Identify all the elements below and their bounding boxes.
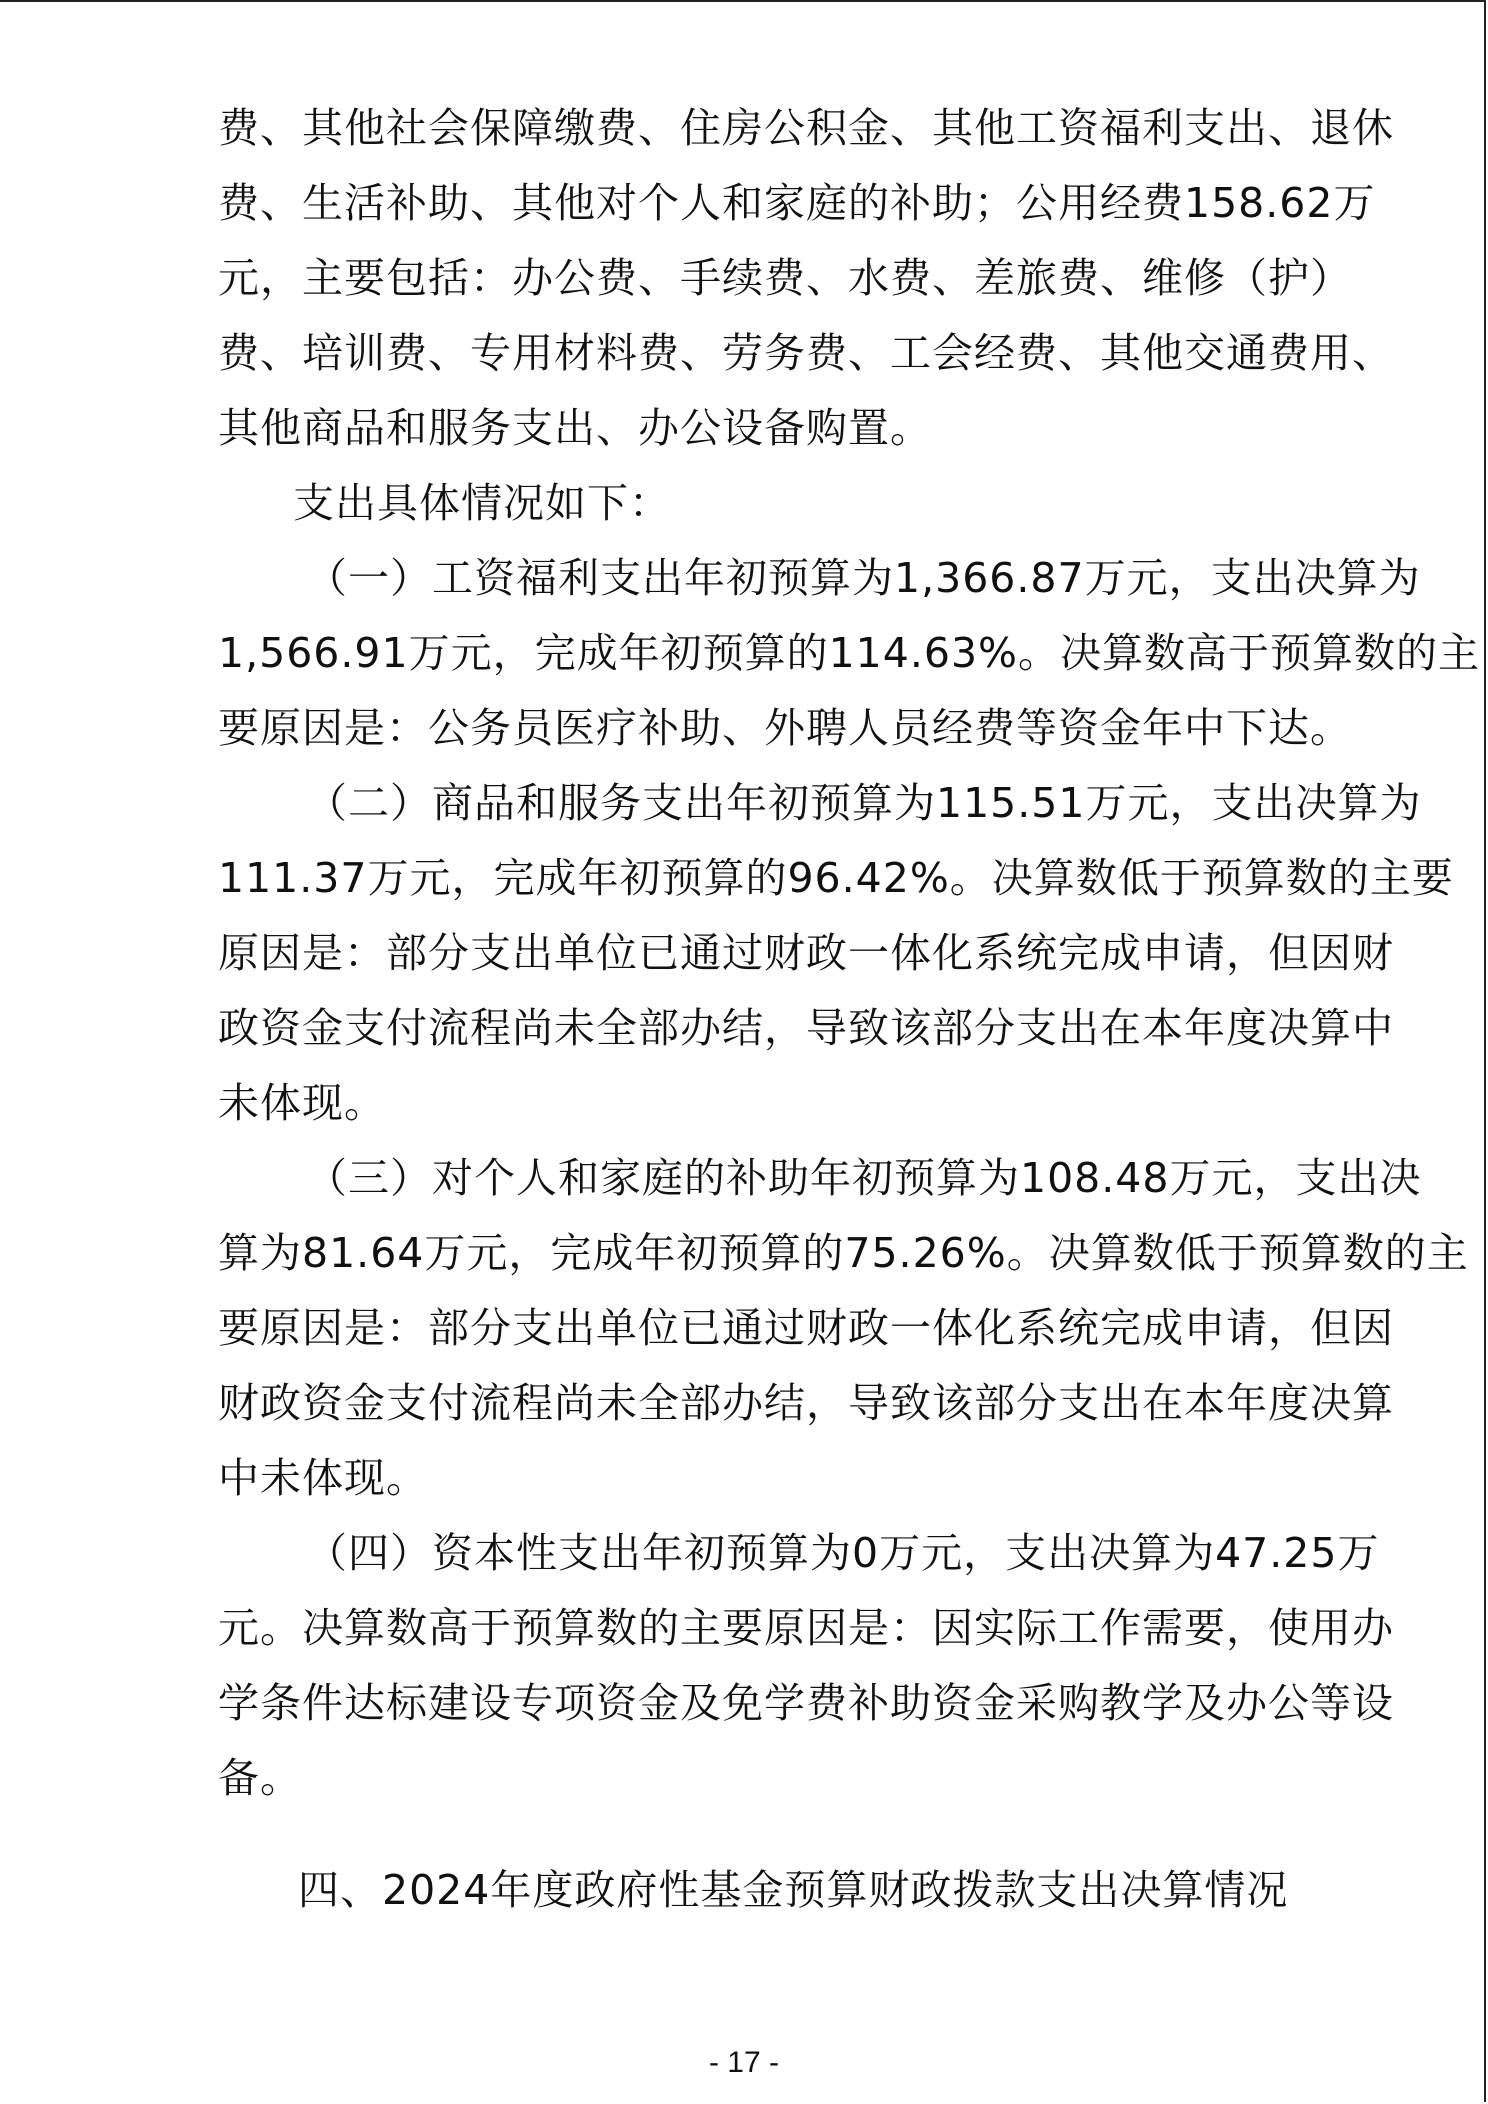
body-line: 算为81.64万元，完成年初预算的75.26%。决算数低于预算数的主: [218, 1229, 1469, 1277]
body-line: 费、其他社会保障缴费、住房公积金、其他工资福利支出、退休: [218, 104, 1394, 152]
body-line: 学条件达标建设专项资金及免学费补助资金采购教学及办公等设: [218, 1679, 1394, 1727]
body-line: 要原因是：部分支出单位已通过财政一体化系统完成申请，但因: [218, 1304, 1394, 1352]
body-line: 原因是：部分支出单位已通过财政一体化系统完成申请，但因财: [218, 929, 1394, 977]
section-heading: 四、2024年度政府性基金预算财政拨款支出决算情况: [298, 1866, 1289, 1914]
body-line: （三）对个人和家庭的补助年初预算为108.48万元，支出决: [306, 1154, 1422, 1202]
body-line: 要原因是：公务员医疗补助、外聘人员经费等资金年中下达。: [218, 704, 1352, 752]
page-number: - 17 -: [708, 2046, 780, 2079]
body-line: 111.37万元，完成年初预算的96.42%。决算数低于预算数的主要: [218, 854, 1454, 902]
body-line: 1,566.91万元，完成年初预算的114.63%。决算数高于预算数的主: [218, 629, 1480, 677]
body-line: 元。决算数高于预算数的主要原因是：因实际工作需要，使用办: [218, 1604, 1394, 1652]
body-line: （四）资本性支出年初预算为0万元，支出决算为47.25万: [306, 1529, 1380, 1577]
body-line: （一）工资福利支出年初预算为1,366.87万元，支出决算为: [306, 554, 1421, 602]
body-line: 元，主要包括：办公费、手续费、水费、差旅费、维修（护）: [218, 254, 1352, 302]
body-line: 政资金支付流程尚未全部办结，导致该部分支出在本年度决算中: [218, 1004, 1394, 1052]
body-line: 费、培训费、专用材料费、劳务费、工会经费、其他交通费用、: [218, 329, 1394, 377]
body-line: （二）商品和服务支出年初预算为115.51万元，支出决算为: [306, 779, 1422, 827]
body-line: 中未体现。: [218, 1454, 428, 1502]
body-line: 备。: [218, 1754, 302, 1802]
body-line: 其他商品和服务支出、办公设备购置。: [218, 404, 932, 452]
body-line: 费、生活补助、其他对个人和家庭的补助；公用经费158.62万: [218, 179, 1376, 227]
body-line: 未体现。: [218, 1079, 386, 1127]
body-line: 支出具体情况如下：: [293, 479, 671, 527]
body-line: 财政资金支付流程尚未全部办结，导致该部分支出在本年度决算: [218, 1379, 1394, 1427]
